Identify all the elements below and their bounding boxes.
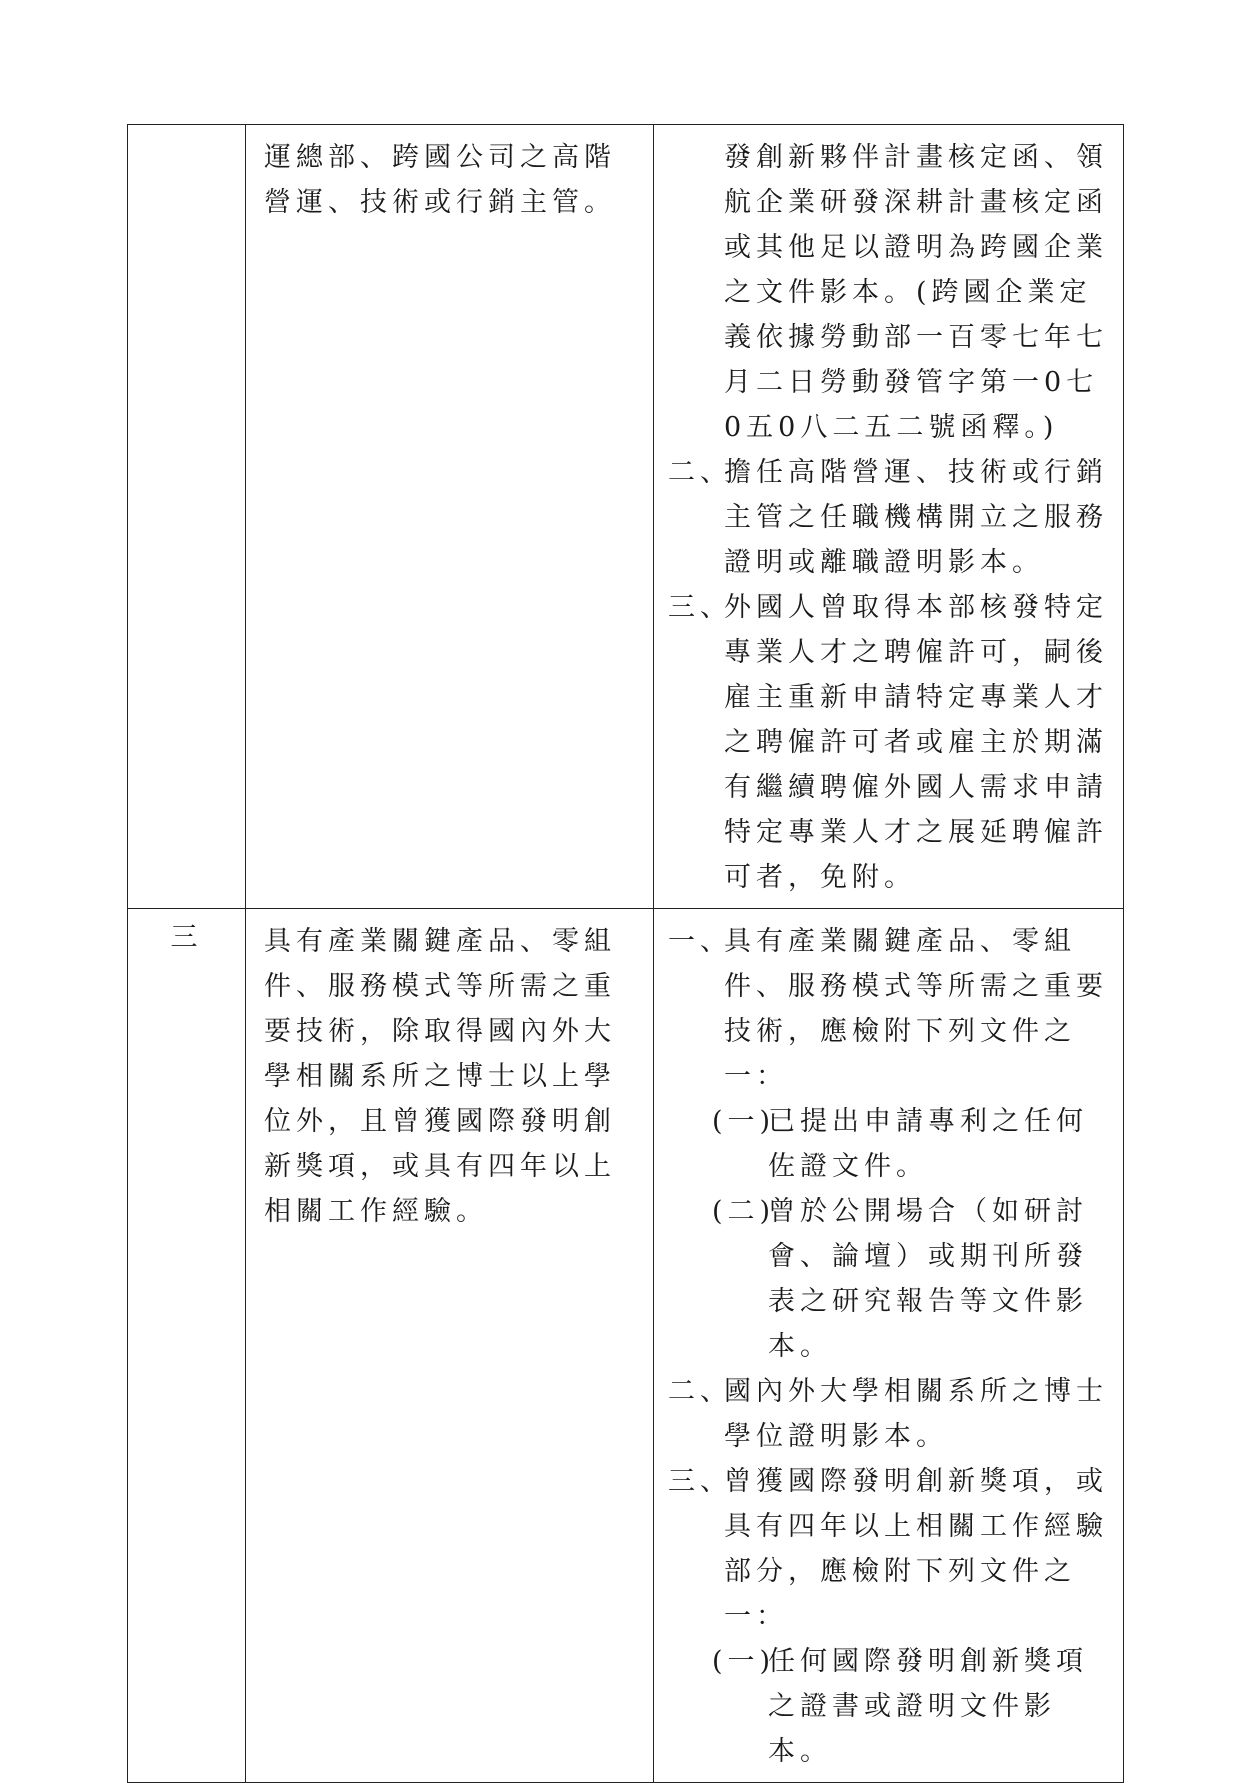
sub-item-text: 已提出申請專利之任何佐證文件。 xyxy=(768,1106,1088,1182)
item-marker: 三、 xyxy=(668,1466,732,1497)
list-item xyxy=(668,585,1109,900)
sub-item xyxy=(712,1189,1109,1369)
continuation-text: 發創新夥伴計畫核定函、領航企業研發深耕計畫核定函或其他足以證明為跨國企業之文件影本。(跨國企業定義依據勞動部一百零七年七月二日勞動發管字第一0七0五0八二五二號函釋。) xyxy=(724,142,1108,443)
list-item xyxy=(668,450,1109,585)
list-item xyxy=(668,1459,1109,1639)
item-text: 曾獲國際發明創新獎項，或具有四年以上相關工作經驗部分，應檢附下列文件之一： xyxy=(724,1466,1108,1632)
sub-item-marker: (一) xyxy=(712,1646,776,1677)
table-row xyxy=(128,909,1124,1783)
criterion-cell xyxy=(246,125,654,909)
sub-item xyxy=(712,1639,1109,1774)
required-documents-cell xyxy=(654,909,1124,1783)
row-number-cell xyxy=(128,125,246,909)
row-number-cell: 三 xyxy=(128,909,246,1783)
item-marker: 二、 xyxy=(668,1376,732,1407)
item-text: 擔任高階營運、技術或行銷主管之任職機構開立之服務證明或離職證明影本。 xyxy=(724,457,1108,578)
item-marker: 二、 xyxy=(668,457,732,488)
sub-item-marker: (一) xyxy=(712,1106,776,1137)
item-text: 國內外大學相關系所之博士學位證明影本。 xyxy=(724,1376,1108,1452)
sub-item-text: 曾於公開場合（如研討會、論壇）或期刊所發表之研究報告等文件影本。 xyxy=(768,1196,1088,1362)
sub-item xyxy=(712,1099,1109,1189)
item-marker: 一、 xyxy=(668,926,732,957)
criterion-text: 運總部、跨國公司之高階營運、技術或行銷主管。 xyxy=(264,142,616,218)
item-text: 具有產業關鍵產品、零組件、服務模式等所需之重要技術，應檢附下列文件之一： xyxy=(724,926,1108,1092)
criterion-cell xyxy=(246,909,654,1783)
sub-item-text: 任何國際發明創新獎項之證書或證明文件影本。 xyxy=(768,1646,1088,1767)
item-text: 外國人曾取得本部核發特定專業人才之聘僱許可，嗣後雇主重新申請特定專業人才之聘僱許可者或雇主於期滿有繼續聘僱外國人需求申請特定專業人才之展延聘僱許可者，免附。 xyxy=(724,592,1108,893)
required-documents-cell xyxy=(654,125,1124,909)
list-item xyxy=(668,1369,1109,1459)
sub-item-marker: (二) xyxy=(712,1196,776,1227)
table-row xyxy=(128,125,1124,909)
item-marker: 三、 xyxy=(668,592,732,623)
requirements-table xyxy=(127,124,1124,1783)
criterion-text: 具有產業關鍵產品、零組件、服務模式等所需之重要技術，除取得國內外大學相關系所之博士以上學位外，且曾獲國際發明創新獎項，或具有四年以上相關工作經驗。 xyxy=(264,926,616,1227)
list-item xyxy=(668,919,1109,1099)
